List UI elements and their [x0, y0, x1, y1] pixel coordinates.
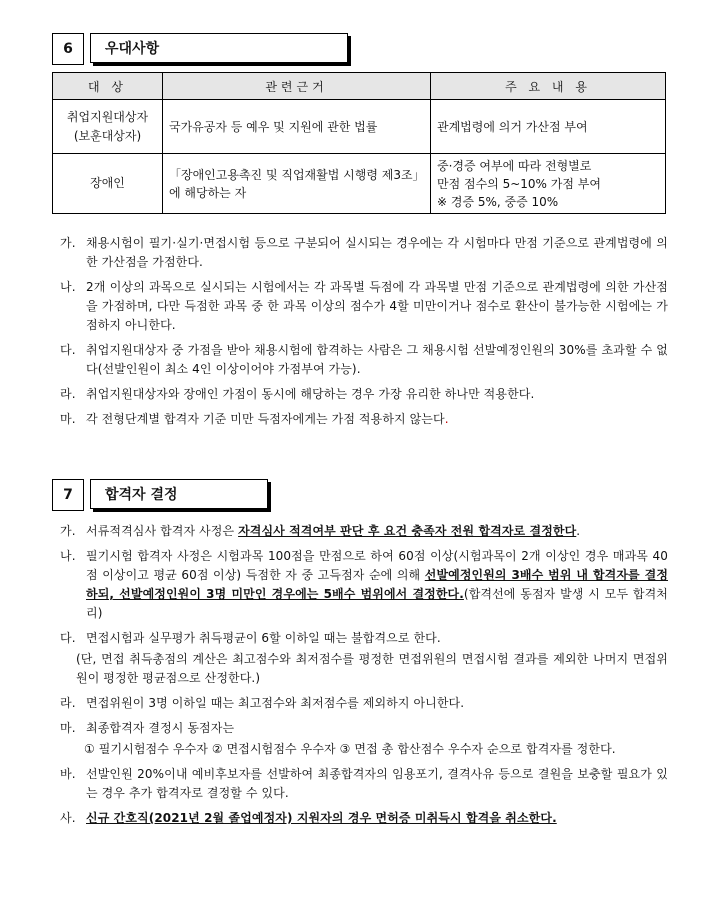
- item-text-emphasis: 자격심사 적격여부 판단 후 요건 충족자 전원 합격자로 결정한다: [238, 524, 577, 538]
- list-item: [60, 234, 668, 272]
- content-line: ※ 경증 5%, 중증 10%: [437, 194, 559, 209]
- section-number: 6: [52, 33, 84, 65]
- item-mark: 다.: [60, 631, 76, 645]
- item-sub-text: ① 필기시험점수 우수자 ② 면접시험점수 우수자 ③ 면접 총 합산점수 우수자 순으로 합격자를 정한다.: [84, 742, 616, 756]
- item-text-post: (합격선에 동점자 발생 시 모두 합격처리): [86, 587, 668, 620]
- item-text: 2개 이상의 과목으로 실시되는 시험에서는 각 과목별 득점에 각 과목별 만점 기준으로 관계법령에 의한 가산점을 가점하며, 다만 득점한 과목 중 한 과목 이상의 점수가 4할 미만이거나 점수로 환산이 불가능한 시험에는 가점하지 아니한다.: [86, 280, 668, 332]
- row-content: [431, 154, 666, 214]
- row-basis: 「장애인고용촉진 및 직업재활법 시행령 제3조」에 해당하는 자: [163, 154, 431, 214]
- list-item-sub: [60, 740, 668, 759]
- content-line: 관계법령에 의거 가산점 부여: [437, 119, 588, 134]
- item-mark: 다.: [60, 343, 76, 357]
- list-item: [60, 694, 668, 713]
- item-text-post: .: [576, 524, 581, 538]
- item-text: 채용시험이 필기·실기·면접시험 등으로 구분되어 실시되는 경우에는 각 시험마다 만점 기준으로 관계법령에 의한 가산점을 가점한다.: [86, 236, 669, 269]
- table-row: [53, 100, 666, 154]
- item-text: 면접위원이 3명 이하일 때는 최고점수와 최저점수를 제외하지 아니한다.: [86, 696, 465, 710]
- item-text-pre: 서류적격심사 합격자 사정은: [86, 524, 239, 538]
- item-mark: 사.: [60, 811, 76, 825]
- item-text-main: 각 전형단계별 합격자 기준 미만 득점자에게는 가점 적용하지 않는다: [86, 412, 445, 426]
- item-text: [86, 410, 668, 429]
- content-line: 중·경증 여부에 따라 전형별로: [437, 158, 592, 173]
- item-text: [86, 522, 668, 541]
- list-item: [60, 629, 668, 648]
- item-text: 면접시험과 실무평가 취득평균이 6할 이하일 때는 불합격으로 한다.: [86, 631, 441, 645]
- item-text-tail: .: [444, 412, 449, 426]
- header-content: 주 요 내 용: [431, 73, 666, 100]
- list-item: [60, 719, 668, 738]
- section-7-list: [60, 522, 668, 834]
- item-text: [86, 547, 668, 623]
- list-item: [60, 278, 668, 335]
- list-item: [60, 385, 668, 404]
- item-text: 신규 간호직(2021년 2월 졸업예정자) 지원자의 경우 면허증 미취득시 합격을 취소한다.: [86, 811, 557, 825]
- item-mark: 바.: [60, 767, 76, 781]
- row-content: [431, 100, 666, 154]
- item-mark: 나.: [60, 549, 76, 563]
- item-mark: 마.: [60, 721, 76, 735]
- section-6-header: [52, 33, 348, 65]
- item-text-pre: 필기시험 합격자 사정은 시험과목 100점을 만점으로 하여 60점 이상(시험과목이 2개 이상인 경우 매과목 40점 이상이고 평균 60점 이상) 득점한 자 중 고득점자 순에 의해: [86, 549, 668, 582]
- section-title: 합격자 결정: [90, 479, 268, 509]
- item-text: 선발인원 20%이내 예비후보자를 선발하여 최종합격자의 임용포기, 결격사유 등으로 결원을 보충할 필요가 있는 경우 추가 합격자로 결정할 수 있다.: [86, 767, 668, 800]
- item-mark: 나.: [60, 280, 76, 294]
- content-line: 만점 점수의 5~10% 가점 부여: [437, 176, 601, 191]
- header-target: 대 상: [53, 73, 163, 100]
- item-text-emphasis: 선발예정인원의 3배수 범위 내 합격자를 결정하되, 선발예정인원이 3명 미만인 경우에는 5배수 범위에서 결정한다.: [86, 568, 669, 601]
- section-number: 7: [52, 479, 84, 511]
- list-item: [60, 410, 668, 429]
- item-mark: 마.: [60, 412, 76, 426]
- row-target: [53, 100, 163, 154]
- item-mark: 라.: [60, 387, 76, 401]
- table-header-row: [53, 73, 666, 100]
- item-mark: 라.: [60, 696, 76, 710]
- list-item: [60, 765, 668, 803]
- table-row: [53, 154, 666, 214]
- item-text: 취업지원대상자 중 가점을 받아 채용시험에 합격하는 사람은 그 채용시험 선발예정인원의 30%를 초과할 수 없다(선발인원이 최소 4인 이상이어야 가점부여 가능).: [86, 343, 668, 376]
- list-item: [60, 547, 668, 623]
- list-item: [60, 341, 668, 379]
- preference-table: [52, 72, 666, 214]
- section-7-header: [52, 479, 268, 511]
- list-item: [60, 522, 668, 541]
- section-title: 우대사항: [90, 33, 348, 63]
- item-mark: 가.: [60, 236, 76, 250]
- row-basis: 국가유공자 등 예우 및 지원에 관한 법률: [163, 100, 431, 154]
- item-mark: 가.: [60, 524, 76, 538]
- header-basis: 관련근거: [163, 73, 431, 100]
- target-sublabel: (보훈대상자): [73, 128, 142, 143]
- list-item-note: [60, 650, 668, 688]
- item-text: 취업지원대상자와 장애인 가점이 동시에 해당하는 경우 가장 유리한 하나만 적용한다.: [86, 387, 535, 401]
- row-target: 장애인: [53, 154, 163, 214]
- item-note: (단, 면접 취득총점의 계산은 최고점수와 최저점수를 평정한 면접위원의 면접시험 결과를 제외한 나머지 면접위원이 평정한 평균점으로 산정한다.): [76, 652, 668, 685]
- target-label: 취업지원대상자: [66, 109, 149, 124]
- item-text: 최종합격자 결정시 동점자는: [86, 721, 235, 735]
- list-item: [60, 809, 668, 828]
- section-6-list: [60, 234, 668, 435]
